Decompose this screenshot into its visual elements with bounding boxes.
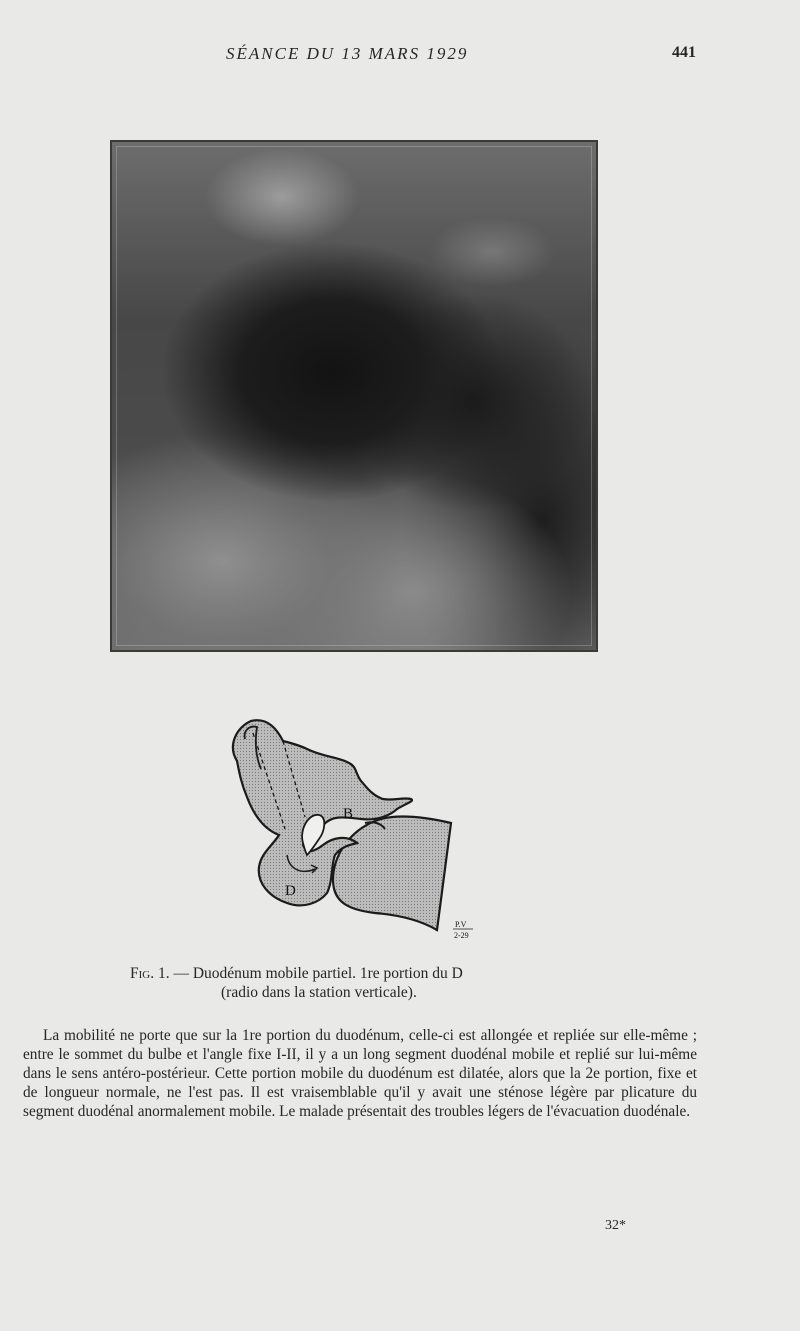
duodenum-schema-drawing xyxy=(215,705,485,945)
initials-mark: P.V xyxy=(455,920,467,929)
figure-caption xyxy=(0,960,800,1004)
caption-line-1 xyxy=(130,964,463,983)
radiograph-frame xyxy=(116,146,592,646)
running-head xyxy=(0,42,800,68)
body-text xyxy=(23,1026,697,1121)
signature-mark: 32* xyxy=(605,1218,626,1233)
page-number: 441 xyxy=(672,44,696,61)
stomach-outline xyxy=(333,817,451,930)
label-b: B xyxy=(343,806,354,822)
caption-line-2: (radio dans la station verticale). xyxy=(221,984,417,1001)
radiograph-image xyxy=(110,140,598,652)
figure-label: Fig. 1. xyxy=(130,965,170,982)
caption-text-1: — Duodénum mobile partiel. 1re portion du D xyxy=(169,965,463,982)
body-paragraph: La mobilité ne porte que sur la 1re portion du duodénum, celle-ci est allongée et repliée sur elle-même ; entre le sommet du bulbe et l'angle fixe I-II, il y a un long segment duodénal mobile et replié sur lui-même dans le sens antéro-postérieur. Cette portion mobile du duodénum est dilatée, alors que la 2e portion, fixe et de longueur normale, ne l'est pas. Il est vraisemblable qu'il y avait une sténose légère par plicature du segment duodénal anormalement mobile. Le malade présentait des troubles légers de l'évacuation duodénale. xyxy=(23,1027,697,1121)
date-mark: 2-29 xyxy=(454,931,469,940)
running-title: SÉANCE DU 13 MARS 1929 xyxy=(226,44,469,63)
label-d: D xyxy=(285,883,296,899)
